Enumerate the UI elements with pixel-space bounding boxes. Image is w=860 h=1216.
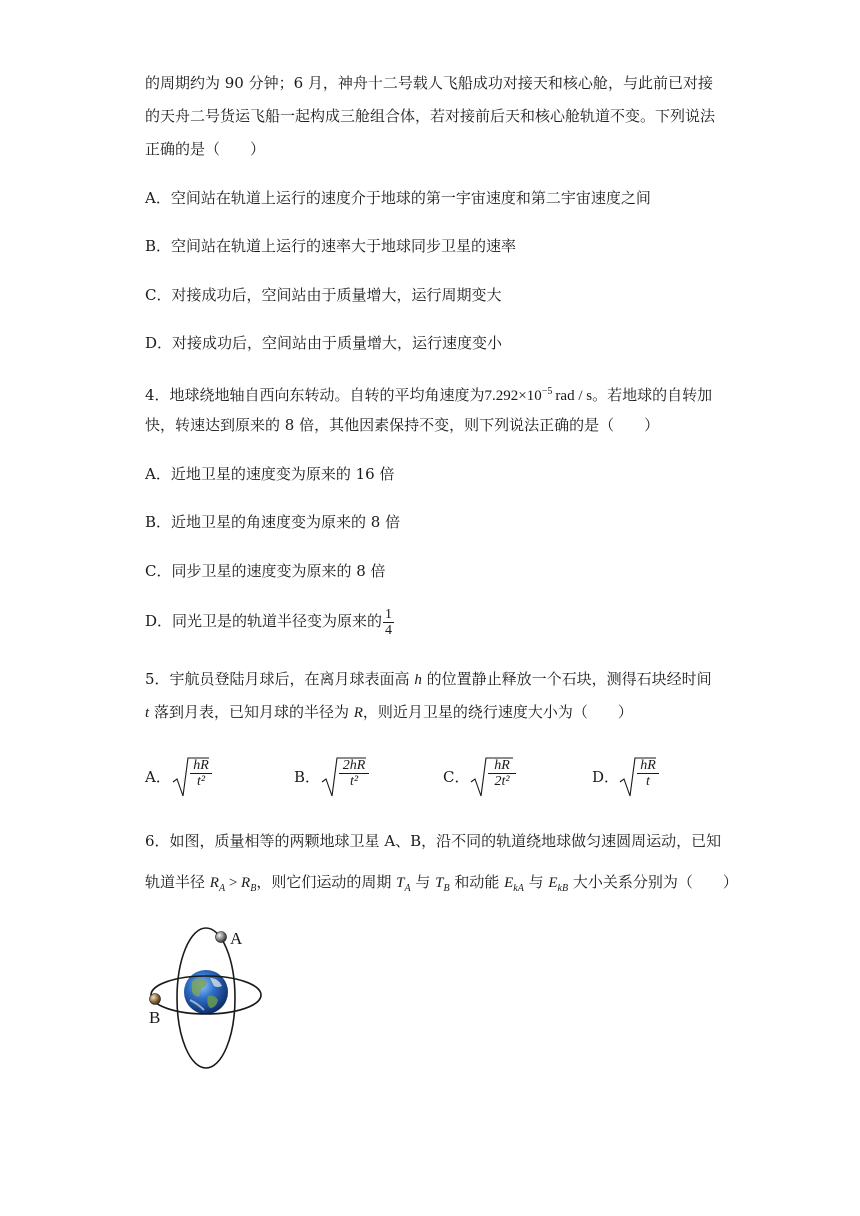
label-b: B xyxy=(149,1008,161,1027)
satellite-a-icon xyxy=(216,932,227,943)
q6-gt: > xyxy=(225,875,242,891)
var-T: T xyxy=(396,875,405,891)
q4-angular-velocity xyxy=(485,388,593,404)
sub-A: A xyxy=(404,883,411,894)
q4-text-line-1 xyxy=(145,382,712,406)
q4-option-c: C．同步卫星的速度变为原来的 8 倍 xyxy=(145,562,386,580)
var-E: E xyxy=(548,875,558,891)
fraction-denominator: 2t² xyxy=(494,774,510,789)
q4-exponent: −5 xyxy=(541,386,553,397)
q3-option-c: C．对接成功后，空间站由于质量增大，运行周期变大 xyxy=(145,286,502,304)
sub-kB: kB xyxy=(557,883,569,894)
q6-stem-a: 轨道半径 xyxy=(145,873,210,891)
fraction-numerator: hR xyxy=(488,758,516,774)
q5-stem-c: 落到月表，已知月球的半径为 xyxy=(149,703,354,721)
q5-option-c xyxy=(443,756,533,800)
satellite-b-icon xyxy=(150,994,161,1005)
q6-stem-c: 与 xyxy=(410,873,436,891)
q5-option-d xyxy=(592,756,672,800)
q4-unit: rad / s xyxy=(555,388,593,404)
q3-text-line-2: 的天舟二号货运飞船一起构成三舱组合体，若对接前后天和核心舱轨道不变。下列说法 xyxy=(145,107,716,125)
q3-option-d: D．对接成功后，空间站由于质量增大，运行速度变小 xyxy=(145,334,503,352)
q5-option-b-label: B． xyxy=(294,768,321,786)
q5-var-h: h xyxy=(414,672,422,688)
fraction-denominator: t² xyxy=(196,774,206,789)
q3-option-a: A．空间站在轨道上运行的速度介于地球的第一宇宙速度和第二宇宙速度之间 xyxy=(145,189,651,207)
q4-option-d-fraction xyxy=(383,607,394,638)
q4-option-b: B．近地卫星的角速度变为原来的 8 倍 xyxy=(145,513,401,531)
q3-text-line-3: 正确的是（ ） xyxy=(145,140,266,158)
q5-option-a xyxy=(145,756,225,800)
q4-option-d xyxy=(145,605,394,638)
sub-B: B xyxy=(250,883,257,894)
q3-text-line-1: 的周期约为 90 分钟；6 月，神舟十二号载人飞船成功对接天和核心舱，与此前已对接 xyxy=(145,74,713,92)
q6-text-line-2 xyxy=(145,872,738,899)
label-a: A xyxy=(230,929,243,948)
fraction-denominator: t xyxy=(646,774,650,789)
q5-option-c-fraction xyxy=(488,758,516,789)
fraction-numerator: 1 xyxy=(385,606,393,622)
q5-option-c-label: C． xyxy=(443,768,470,786)
q5-option-d-label: D． xyxy=(592,768,620,786)
q6-text-line-1: 6．如图，质量相等的两颗地球卫星 A、B，沿不同的轨道绕地球做匀速圆周运动，已知 xyxy=(145,832,722,850)
q5-var-R: R xyxy=(353,705,363,721)
q5-option-a-label: A． xyxy=(145,768,171,786)
fraction-denominator: t² xyxy=(349,774,359,789)
var-E: E xyxy=(504,875,514,891)
q4-stem-b: 。若地球的自转加 xyxy=(592,386,713,404)
q4-option-a: A．近地卫星的速度变为原来的 16 倍 xyxy=(145,465,395,483)
q5-option-d-fraction xyxy=(637,758,659,789)
q6-RB xyxy=(241,875,257,894)
var-T: T xyxy=(435,875,444,891)
q6-EkB xyxy=(548,875,569,894)
q5-text-line-2 xyxy=(145,702,633,723)
sub-B: B xyxy=(443,883,450,894)
q6-RA xyxy=(209,875,226,894)
orbit-diagram xyxy=(140,920,275,1070)
var-R: R xyxy=(241,875,251,891)
q6-stem-d: 和动能 xyxy=(449,873,505,891)
fraction-numerator: 2hR xyxy=(339,758,369,774)
q5-option-b-fraction xyxy=(339,758,369,789)
q3-option-b: B．空间站在轨道上运行的速率大于地球同步卫星的速率 xyxy=(145,237,517,255)
sub-kA: kA xyxy=(513,883,524,894)
fraction-denominator: 4 xyxy=(385,622,393,638)
q6-EkA xyxy=(504,875,524,894)
fraction-numerator: hR xyxy=(190,758,212,774)
q5-stem-a: 5．宇航员登陆月球后，在离月球表面高 xyxy=(145,670,415,688)
sub-A: A xyxy=(218,883,226,894)
orbit-figure xyxy=(140,920,275,1070)
q6-stem-b: ，则它们运动的周期 xyxy=(256,873,397,891)
q6-stem-e: 与 xyxy=(523,873,549,891)
q4-text-line-2: 快，转速达到原来的 8 倍，其他因素保持不变，则下列说法正确的是（ ） xyxy=(145,416,660,434)
q5-text-line-1 xyxy=(145,669,712,690)
q5-stem-b: 的位置静止释放一个石块，测得石块经时间 xyxy=(421,670,712,688)
fraction-numerator: hR xyxy=(637,758,659,774)
q4-stem-a: 4．地球绕地轴自西向东转动。自转的平均角速度为 xyxy=(145,386,485,404)
q6-TA xyxy=(396,875,411,894)
q6-TB xyxy=(435,875,450,894)
q4-value: 7.292×10 xyxy=(484,388,542,404)
q5-stem-d: ，则近月卫星的绕行速度大小为（ ） xyxy=(362,703,633,721)
q5-option-a-fraction xyxy=(190,758,212,789)
q5-var-t: t xyxy=(145,705,150,721)
q6-stem-f: 大小关系分别为（ ） xyxy=(568,873,738,891)
q5-option-b xyxy=(294,756,384,800)
q4-option-d-text: D．同光卫是的轨道半径变为原来的 xyxy=(145,612,383,630)
var-R: R xyxy=(209,875,219,891)
